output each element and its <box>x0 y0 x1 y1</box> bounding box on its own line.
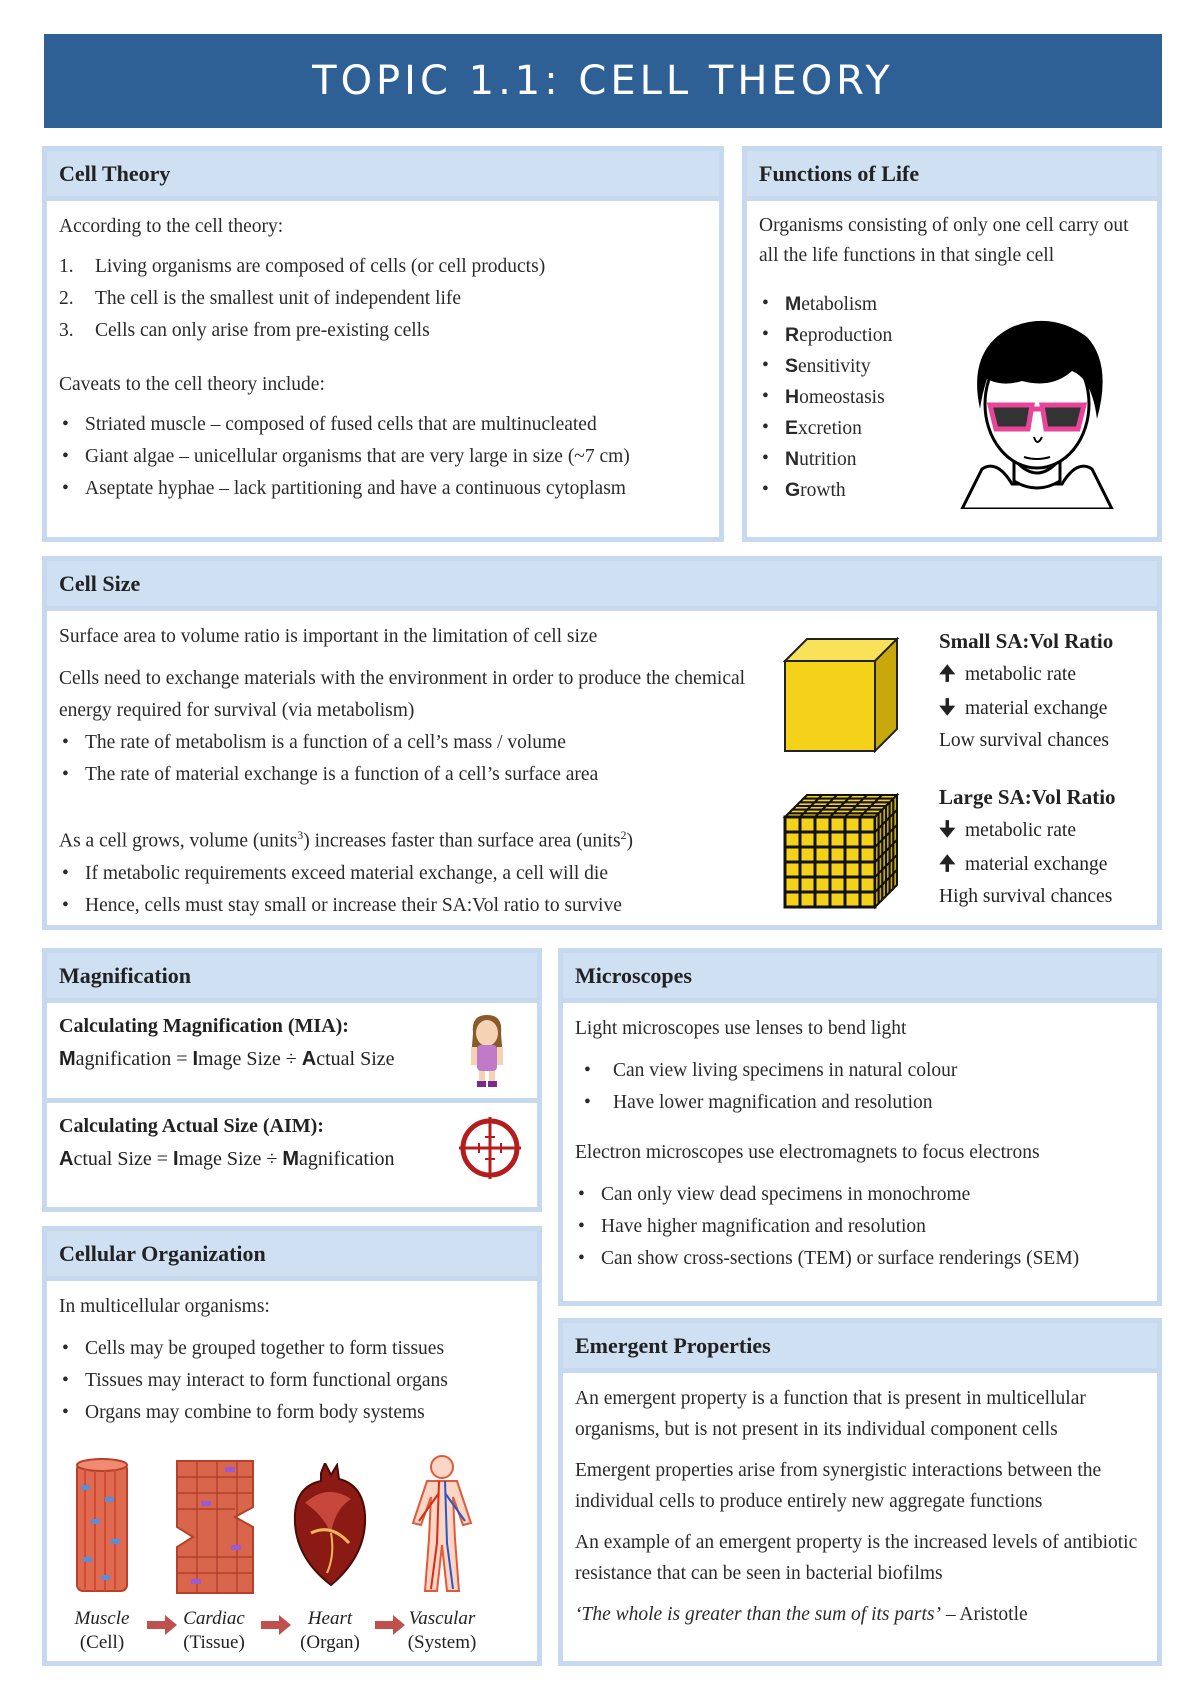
list-item: • Have higher magnification and resolution <box>575 1211 1145 1243</box>
organization-list <box>59 1333 525 1429</box>
stage-cardiac: Cardiac (Tissue) <box>183 1608 245 1653</box>
aim-title: Calculating Actual Size (AIM): <box>59 1115 324 1137</box>
list-item: • Giant algae – unicellular organisms that are very large in size (~7 cm) <box>59 441 707 473</box>
light-list <box>581 1055 1145 1119</box>
list-item: • Hence, cells must stay small or increase their SA:Vol ratio to survive <box>59 890 755 922</box>
list-item: 3. Cells can only arise from pre-existing cells <box>59 320 430 341</box>
list-item: • Metabolism <box>759 289 929 320</box>
list-item: • Can show cross-sections (TEM) or surface renderings (SEM) <box>575 1243 1145 1275</box>
light-intro: Light microscopes use lenses to bend light <box>575 1018 907 1039</box>
list-item: • Cells may be grouped together to form tissues <box>59 1333 525 1365</box>
list-item: • Aseptate hyphae – lack partitioning and have a continuous cytoplasm <box>59 473 707 505</box>
mia-title: Calculating Magnification (MIA): <box>59 1015 349 1037</box>
list-item: • Reproduction <box>759 320 929 351</box>
electron-intro: Electron microscopes use electromagnets to focus electrons <box>575 1142 1040 1163</box>
aim-section <box>47 1103 537 1203</box>
list-item: • Organs may combine to form body systems <box>59 1397 525 1429</box>
list-item: • Excretion <box>759 413 929 444</box>
list-item: • Homeostasis <box>759 382 929 413</box>
emergent-p2: Emergent properties arise from synergistic interactions between the individual cells to produce entirely new aggregate functions <box>575 1460 1102 1512</box>
small-ratio-metabolic: 🠉 metabolic rate <box>939 657 1159 691</box>
emergent-properties-panel <box>558 1318 1162 1666</box>
small-ratio-title: Small SA:Vol Ratio <box>939 629 1114 653</box>
list-item: • The rate of material exchange is a function of a cell’s surface area <box>59 759 755 791</box>
heart-icon <box>291 1463 371 1589</box>
cell-size-bullets1 <box>59 727 755 791</box>
mia-formula: Magnification = Image Size ÷ Actual Size <box>59 1048 395 1070</box>
functions-list <box>759 289 929 506</box>
tissue-icon <box>173 1457 257 1597</box>
small-ratio-box <box>939 625 1159 757</box>
mia-section <box>47 1003 537 1103</box>
microscopes-heading: Microscopes <box>563 953 1157 1003</box>
cell-theory-intro: According to the cell theory: <box>59 216 284 237</box>
cell-size-heading: Cell Size <box>47 561 1157 611</box>
down-arrow-icon: 🠋 <box>939 695 956 719</box>
list-item: • The rate of metabolism is a function of a cell’s mass / volume <box>59 727 755 759</box>
small-ratio-outcome: Low survival chances <box>939 730 1110 751</box>
page-title: TOPIC 1.1: CELL THEORY <box>312 58 894 104</box>
list-item: • Can view living specimens in natural colour <box>581 1055 1145 1087</box>
list-item: 2. The cell is the smallest unit of independent life <box>59 288 462 309</box>
magnification-heading: Magnification <box>47 953 537 1003</box>
muscle-icon <box>75 1457 129 1597</box>
up-arrow-icon: 🠉 <box>939 661 956 685</box>
list-item: • If metabolic requirements exceed material exchange, a cell will die <box>59 858 755 890</box>
girl-icon <box>463 1011 511 1091</box>
cell-size-growth: As a cell grows, volume (units$^3$) increases faster than surface area (units$^2$) <box>59 828 634 852</box>
emergent-heading: Emergent Properties <box>563 1323 1157 1373</box>
functions-heading: Functions of Life <box>747 151 1157 201</box>
microscopes-panel <box>558 948 1162 1306</box>
emergent-p1: An emergent property is a function that is present in multicellular organisms, but is not present in its individual component cells <box>575 1388 1086 1440</box>
cell-size-line2: Cells need to exchange materials with the environment in order to produce the chemical energy required for survival (via metabolism) <box>59 668 746 721</box>
list-item: • Sensitivity <box>759 351 929 382</box>
title-banner <box>44 34 1162 128</box>
cell-size-panel <box>42 556 1162 930</box>
large-ratio-title: Large SA:Vol Ratio <box>939 785 1116 809</box>
list-item: • Tissues may interact to form functional organs <box>59 1365 525 1397</box>
emergent-quote: ‘The whole is greater than the sum of its parts’ – Aristotle <box>575 1604 1028 1625</box>
cube-icon <box>777 633 907 763</box>
electron-list <box>575 1179 1145 1275</box>
cell-size-line1: Surface area to volume ratio is important in the limitation of cell size <box>59 626 598 647</box>
cellular-organization-panel <box>42 1226 542 1666</box>
small-ratio-exchange: 🠋 material exchange <box>939 691 1159 725</box>
cell-size-bullets2 <box>59 858 755 922</box>
up-arrow-icon: 🠉 <box>939 851 956 875</box>
list-item: • Growth <box>759 475 929 506</box>
stage-heart: Heart (Organ) <box>300 1608 360 1653</box>
cell-theory-panel <box>42 146 724 542</box>
body-icon <box>397 1453 487 1595</box>
down-arrow-icon: 🠋 <box>939 817 956 841</box>
magnification-panel <box>42 948 542 1212</box>
face-icon <box>942 309 1132 509</box>
aim-formula: Actual Size = Image Size ÷ Magnification <box>59 1148 395 1170</box>
cellular-organization-heading: Cellular Organization <box>47 1231 537 1281</box>
caveats-intro: Caveats to the cell theory include: <box>59 374 325 395</box>
cell-theory-heading: Cell Theory <box>47 151 719 201</box>
functions-intro: Organisms consisting of only one cell carry out all the life functions in that single cell <box>759 215 1129 266</box>
large-ratio-exchange: 🠉 material exchange <box>939 847 1159 881</box>
large-ratio-box <box>939 781 1159 913</box>
stage-vascular: Vascular (System) <box>407 1608 477 1653</box>
caveats-list <box>59 409 707 505</box>
list-item: 1. Living organisms are composed of cells (or cell products) <box>59 256 546 277</box>
emergent-p3: An example of an emergent property is the increased levels of antibiotic resistance that can be seen in bacterial biofilms <box>575 1532 1138 1584</box>
cell-theory-list <box>59 251 707 347</box>
large-ratio-outcome: High survival chances <box>939 886 1113 907</box>
organization-intro: In multicellular organisms: <box>59 1296 270 1317</box>
cube-grid-icon <box>777 789 907 919</box>
list-item: • Can only view dead specimens in monochrome <box>575 1179 1145 1211</box>
list-item: • Nutrition <box>759 444 929 475</box>
crosshair-icon <box>457 1115 523 1181</box>
list-item: • Have lower magnification and resolution <box>581 1087 1145 1119</box>
organization-labels <box>47 1607 537 1663</box>
list-item: • Striated muscle – composed of fused cells that are multinucleated <box>59 409 707 441</box>
stage-muscle: Muscle (Cell) <box>74 1608 130 1653</box>
functions-of-life-panel <box>742 146 1162 542</box>
large-ratio-metabolic: 🠋 metabolic rate <box>939 813 1159 847</box>
